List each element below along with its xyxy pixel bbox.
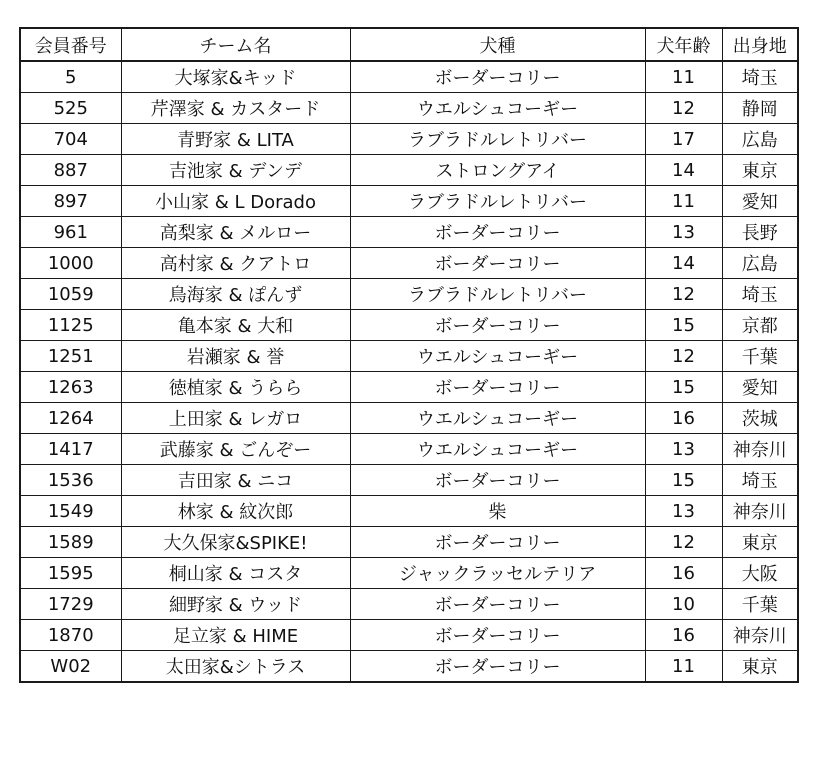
table-row: [20, 186, 798, 217]
cell-origin: 大阪: [722, 558, 798, 589]
cell-dog-breed: ストロングアイ: [350, 155, 645, 186]
cell-dog-breed: ボーダーコリー: [350, 527, 645, 558]
cell-team-name: 亀本家 & 大和: [121, 310, 350, 341]
cell-member-number: 1536: [20, 465, 121, 496]
cell-team-name: 吉池家 & デンデ: [121, 155, 350, 186]
cell-dog-breed: ボーダーコリー: [350, 651, 645, 683]
cell-origin: 千葉: [722, 341, 798, 372]
table-row: [20, 465, 798, 496]
cell-dog-breed: ボーダーコリー: [350, 589, 645, 620]
cell-member-number: 1870: [20, 620, 121, 651]
cell-team-name: 足立家 & HIME: [121, 620, 350, 651]
cell-member-number: 1417: [20, 434, 121, 465]
cell-origin: 埼玉: [722, 465, 798, 496]
cell-dog-breed: ボーダーコリー: [350, 372, 645, 403]
table-row: [20, 155, 798, 186]
cell-team-name: 大久保家&SPIKE!: [121, 527, 350, 558]
cell-origin: 茨城: [722, 403, 798, 434]
cell-member-number: W02: [20, 651, 121, 683]
cell-dog-age: 12: [645, 527, 722, 558]
cell-origin: 愛知: [722, 186, 798, 217]
cell-dog-age: 15: [645, 465, 722, 496]
cell-dog-age: 14: [645, 155, 722, 186]
header-member-number: 会員番号: [20, 28, 121, 61]
cell-origin: 東京: [722, 651, 798, 683]
cell-dog-breed: ウエルシュコーギー: [350, 341, 645, 372]
table-row: [20, 279, 798, 310]
cell-team-name: 岩瀬家 & 誉: [121, 341, 350, 372]
table-row: [20, 496, 798, 527]
cell-dog-age: 12: [645, 279, 722, 310]
table-row: [20, 527, 798, 558]
cell-dog-breed: ラブラドルレトリバー: [350, 124, 645, 155]
cell-dog-age: 11: [645, 186, 722, 217]
cell-team-name: 上田家 & レガロ: [121, 403, 350, 434]
cell-member-number: 1589: [20, 527, 121, 558]
cell-dog-age: 17: [645, 124, 722, 155]
cell-origin: 神奈川: [722, 496, 798, 527]
cell-origin: 広島: [722, 124, 798, 155]
cell-origin: 京都: [722, 310, 798, 341]
cell-member-number: 887: [20, 155, 121, 186]
cell-dog-breed: ウエルシュコーギー: [350, 93, 645, 124]
cell-member-number: 961: [20, 217, 121, 248]
cell-dog-breed: ウエルシュコーギー: [350, 434, 645, 465]
table-row: [20, 403, 798, 434]
cell-dog-age: 12: [645, 93, 722, 124]
cell-team-name: 林家 & 紋次郎: [121, 496, 350, 527]
cell-dog-age: 11: [645, 651, 722, 683]
cell-team-name: 小山家 & L Dorado: [121, 186, 350, 217]
table-row: [20, 651, 798, 683]
cell-dog-breed: ボーダーコリー: [350, 248, 645, 279]
header-dog-age: 犬年齢: [645, 28, 722, 61]
cell-dog-age: 12: [645, 341, 722, 372]
table-row: [20, 589, 798, 620]
cell-dog-breed: ラブラドルレトリバー: [350, 186, 645, 217]
cell-dog-breed: ボーダーコリー: [350, 465, 645, 496]
table-row: [20, 341, 798, 372]
table-row: [20, 434, 798, 465]
cell-team-name: 青野家 & LITA: [121, 124, 350, 155]
cell-team-name: 高梨家 & メルロー: [121, 217, 350, 248]
cell-origin: 埼玉: [722, 279, 798, 310]
cell-dog-age: 13: [645, 434, 722, 465]
cell-dog-age: 16: [645, 403, 722, 434]
cell-member-number: 1729: [20, 589, 121, 620]
cell-dog-age: 15: [645, 372, 722, 403]
table-row: [20, 620, 798, 651]
cell-team-name: 細野家 & ウッド: [121, 589, 350, 620]
cell-dog-age: 13: [645, 496, 722, 527]
table-row: [20, 558, 798, 589]
cell-team-name: 武藤家 & ごんぞー: [121, 434, 350, 465]
cell-team-name: 大塚家&キッド: [121, 61, 350, 93]
cell-member-number: 5: [20, 61, 121, 93]
cell-origin: 広島: [722, 248, 798, 279]
cell-team-name: 芹澤家 & カスタード: [121, 93, 350, 124]
cell-dog-age: 16: [645, 558, 722, 589]
table-row: [20, 124, 798, 155]
cell-member-number: 1125: [20, 310, 121, 341]
cell-member-number: 525: [20, 93, 121, 124]
header-dog-breed: 犬種: [350, 28, 645, 61]
cell-dog-breed: ボーダーコリー: [350, 217, 645, 248]
cell-team-name: 鳥海家 & ぽんず: [121, 279, 350, 310]
cell-dog-breed: ボーダーコリー: [350, 620, 645, 651]
cell-origin: 千葉: [722, 589, 798, 620]
cell-origin: 静岡: [722, 93, 798, 124]
cell-team-name: 吉田家 & ニコ: [121, 465, 350, 496]
cell-origin: 愛知: [722, 372, 798, 403]
header-origin: 出身地: [722, 28, 798, 61]
cell-team-name: 徳植家 & うらら: [121, 372, 350, 403]
cell-dog-breed: 柴: [350, 496, 645, 527]
cell-origin: 東京: [722, 527, 798, 558]
table-row: [20, 248, 798, 279]
cell-dog-breed: ラブラドルレトリバー: [350, 279, 645, 310]
cell-member-number: 897: [20, 186, 121, 217]
cell-team-name: 桐山家 & コスタ: [121, 558, 350, 589]
cell-dog-breed: ボーダーコリー: [350, 310, 645, 341]
cell-team-name: 太田家&シトラス: [121, 651, 350, 683]
cell-dog-breed: ジャックラッセルテリア: [350, 558, 645, 589]
cell-member-number: 1059: [20, 279, 121, 310]
cell-dog-age: 13: [645, 217, 722, 248]
cell-origin: 長野: [722, 217, 798, 248]
cell-team-name: 高村家 & クアトロ: [121, 248, 350, 279]
table-row: [20, 93, 798, 124]
cell-member-number: 704: [20, 124, 121, 155]
cell-dog-breed: ボーダーコリー: [350, 61, 645, 93]
cell-dog-age: 11: [645, 61, 722, 93]
table-row: [20, 372, 798, 403]
cell-dog-breed: ウエルシュコーギー: [350, 403, 645, 434]
table-body: [20, 61, 798, 682]
cell-member-number: 1549: [20, 496, 121, 527]
cell-member-number: 1595: [20, 558, 121, 589]
cell-origin: 神奈川: [722, 620, 798, 651]
cell-dog-age: 15: [645, 310, 722, 341]
cell-origin: 東京: [722, 155, 798, 186]
cell-member-number: 1263: [20, 372, 121, 403]
header-team-name: チーム名: [121, 28, 350, 61]
cell-member-number: 1000: [20, 248, 121, 279]
cell-member-number: 1251: [20, 341, 121, 372]
cell-dog-age: 10: [645, 589, 722, 620]
cell-origin: 埼玉: [722, 61, 798, 93]
cell-dog-age: 14: [645, 248, 722, 279]
cell-member-number: 1264: [20, 403, 121, 434]
table-row: [20, 217, 798, 248]
cell-origin: 神奈川: [722, 434, 798, 465]
table-row: [20, 61, 798, 93]
header-row: [20, 28, 798, 61]
cell-dog-age: 16: [645, 620, 722, 651]
member-table: [19, 27, 799, 683]
table-row: [20, 310, 798, 341]
